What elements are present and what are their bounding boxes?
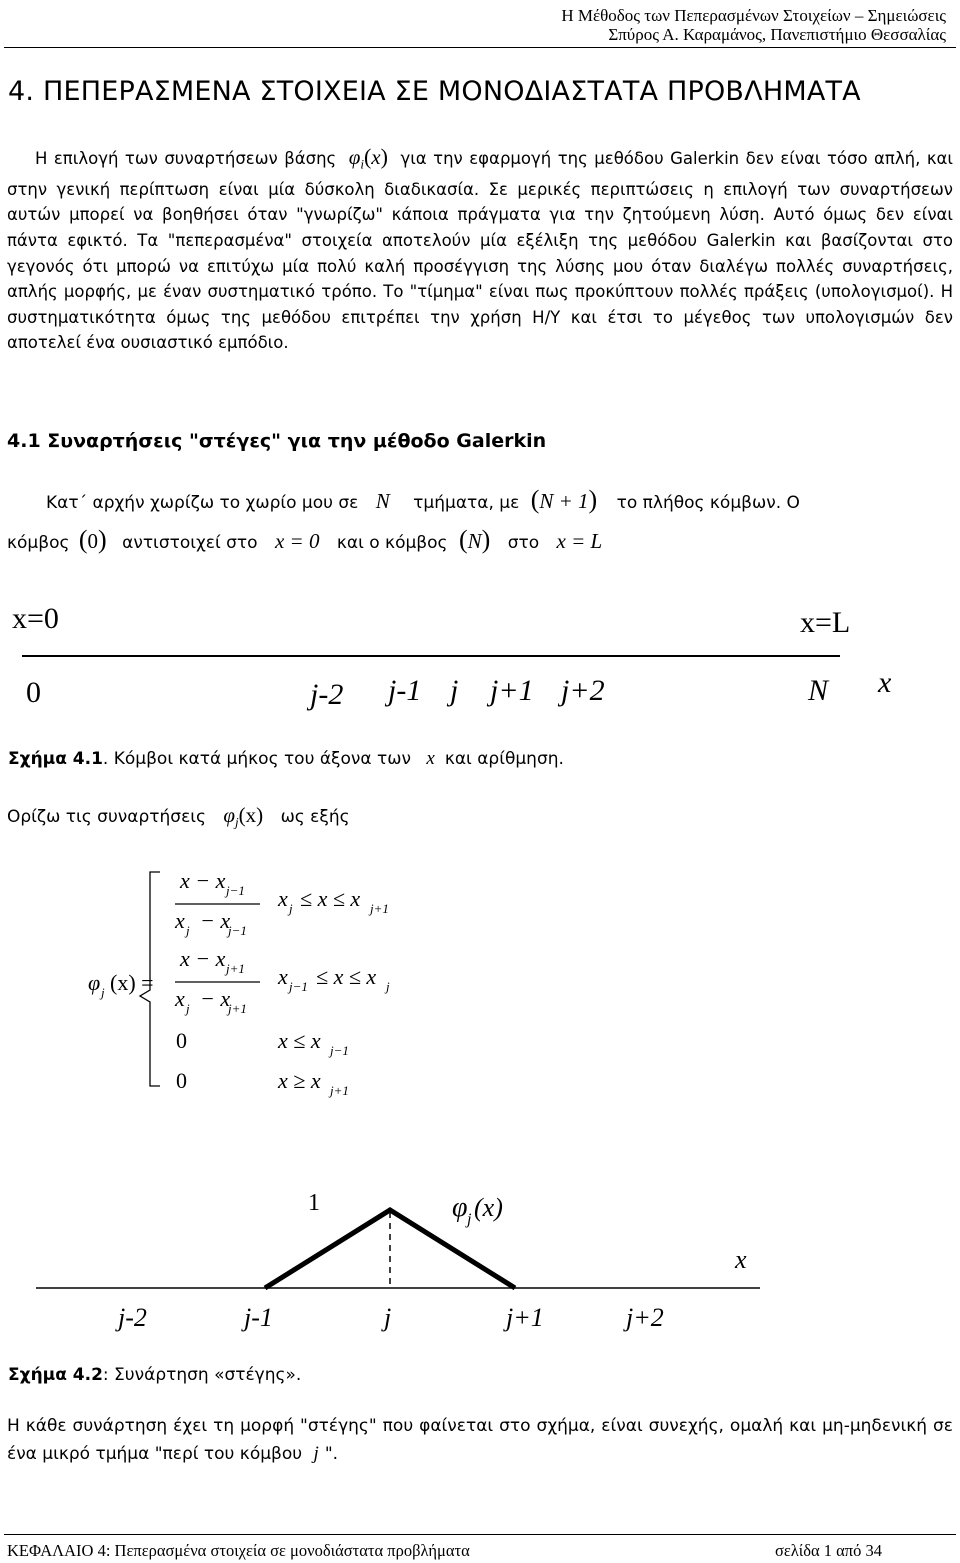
figure-4-2-hat-function bbox=[0, 1180, 960, 1360]
svg-text:j: j bbox=[289, 901, 293, 916]
footer-rule bbox=[4, 1534, 956, 1535]
node-label-0: 0 bbox=[26, 676, 41, 709]
svg-text:− x: − x bbox=[200, 986, 231, 1011]
figure-4-2-caption: Σχήμα 4.2: Συνάρτηση «στέγης». bbox=[8, 1365, 302, 1385]
footer-chapter: ΚΕΦΑΛΑΙΟ 4: Πεπερασμένα στοιχεία σε μονοδιάστατα προβλήματα bbox=[7, 1541, 470, 1560]
svg-text:x ≥ x: x ≥ x bbox=[278, 1068, 321, 1093]
hat-function-equation bbox=[0, 850, 960, 1110]
svg-text:j+1: j+1 bbox=[330, 1083, 349, 1098]
basis-function-symbol: $\varphi_i(x)$ bbox=[348, 144, 388, 172]
x-axis-label: x bbox=[735, 1245, 747, 1274]
figure-4-1-caption: Σχήμα 4.1. Κόμβοι κατά μήκος του άξονα των x και αρίθμηση. bbox=[8, 748, 564, 769]
running-header-author: Σπύρος Α. Καραμάνος, Πανεπιστήμιο Θεσσαλίας bbox=[608, 25, 946, 44]
nodes-paragraph-line1: Κατ΄ αρχήν χωρίζω το χωρίο μου σε N τμήματα, με (N + 1) το πλήθος κόμβων. Ο bbox=[46, 485, 800, 514]
closing-paragraph: Η κάθε συνάρτηση έχει τη μορφή "στέγης" που φαίνεται στο σχήμα, είναι συνεχής, ομαλή και μη-μηδενική σε ένα μικρό τμήμα "περί του κόμβου j ". bbox=[7, 1416, 953, 1464]
header-rule bbox=[4, 47, 956, 48]
svg-text:(x) =: (x) = bbox=[110, 970, 154, 995]
tick-label-j-1: j-1 bbox=[244, 1303, 273, 1332]
tick-label-j+2: j+2 bbox=[626, 1303, 664, 1332]
figure-4-1-node-axis bbox=[0, 590, 960, 710]
axis-x-label: x bbox=[878, 666, 892, 699]
nodes-paragraph-line2: κόμβος (0) αντιστοιχεί στο x = 0 και ο κόμβος (N) στο x = L bbox=[7, 525, 603, 554]
node-label-j-1: j-1 bbox=[388, 674, 422, 707]
svg-text:0: 0 bbox=[176, 1028, 187, 1053]
svg-text:x: x bbox=[175, 908, 185, 933]
xL-label: x=L bbox=[800, 606, 851, 639]
svg-text:j+1: j+1 bbox=[228, 1001, 247, 1016]
svg-text:x − x: x − x bbox=[180, 868, 226, 893]
svg-text:≤ x ≤ x: ≤ x ≤ x bbox=[300, 886, 361, 911]
svg-text:j: j bbox=[186, 923, 190, 938]
x0-label: x=0 bbox=[12, 602, 59, 635]
svg-text:j: j bbox=[467, 1211, 472, 1228]
svg-text:0: 0 bbox=[176, 1068, 187, 1093]
svg-text:j: j bbox=[101, 985, 105, 1000]
node-label-j-2: j-2 bbox=[310, 678, 344, 711]
svg-text:≤ x ≤ x: ≤ x ≤ x bbox=[316, 964, 377, 989]
svg-text:j−1: j−1 bbox=[289, 979, 308, 994]
section-title: 4.1 Συναρτήσεις "στέγες" για την μέθοδο Galerkin bbox=[7, 430, 547, 452]
tick-label-j+1: j+1 bbox=[506, 1303, 544, 1332]
svg-text:j+1: j+1 bbox=[370, 901, 389, 916]
svg-text:j−1: j−1 bbox=[330, 1043, 349, 1058]
tick-label-j: j bbox=[384, 1303, 392, 1332]
chapter-title: 4. ΠΕΠΕΡΑΣΜΕΝΑ ΣΤΟΙΧΕΙΑ ΣΕ ΜΟΝΟΔΙΑΣΤΑΤΑ ΠΡΟΒΛΗΜΑΤΑ bbox=[8, 76, 861, 107]
define-functions-line: Ορίζω τις συναρτήσεις $\varphi_j(x)$ ως εξής bbox=[7, 803, 350, 830]
peak-value-label: 1 bbox=[308, 1190, 320, 1216]
node-label-N: N bbox=[808, 674, 829, 707]
svg-text:j−1: j−1 bbox=[226, 883, 245, 898]
svg-text:j+1: j+1 bbox=[226, 961, 245, 976]
svg-text:φ: φ bbox=[88, 970, 101, 995]
node-label-j+1: j+1 bbox=[490, 674, 534, 707]
svg-text:x: x bbox=[278, 964, 288, 989]
node-label-j+2: j+2 bbox=[561, 674, 605, 707]
svg-text:x ≤ x: x ≤ x bbox=[278, 1028, 321, 1053]
svg-text:(x): (x) bbox=[474, 1193, 503, 1222]
svg-text:j−1: j−1 bbox=[228, 923, 247, 938]
svg-text:x: x bbox=[278, 886, 288, 911]
svg-text:j: j bbox=[186, 1001, 190, 1016]
svg-text:j: j bbox=[386, 979, 390, 994]
tick-label-j-2: j-2 bbox=[118, 1303, 147, 1332]
phi-j-label: φ bbox=[452, 1192, 468, 1223]
svg-text:x − x: x − x bbox=[180, 946, 226, 971]
intro-paragraph: Η επιλογή των συναρτήσεων βάσης $\varphi_i(x)$ για την εφαρμογή της μεθόδου Galerkin δεν είναι τόσο απλή, και στην γενική περίπτωση είναι μία δύσκολη διαδικασία. Σε μερικές περιπτώσεις η επιλογή των συναρτήσεων αυτών μπορεί να βοηθήσει όταν "γνωρίζω" κάποια πράγματα για την ζητούμενη λύση. Αυτό όμως δεν είναι πάντα εφικτό. Τα "πεπερασμένα" στοιχεία αποτελούν μία εξέλιξη της μεθόδου Galerkin και βασίζονται στο γεγονός ότι μπορώ να επιτύχω μία πολύ καλή προσέγγιση της λύσης μου όταν διαλέγω πολλές συναρτήσεις, απλής μορφής, με έναν συστηματικό τρόπο. Το "τίμημα" είναι πως προκύπτουν πολλές πράξεις (υπολογισμοί). Η συστηματικότητα όμως της μεθόδου επιτρέπει την χρήση Η/Υ και έτσι το μέγεθος των υπολογισμών δεν αποτελεί ένα ουσιαστικό εμπόδιο. bbox=[7, 144, 953, 353]
running-header-title: Η Μέθοδος των Πεπερασμένων Στοιχείων – Σημειώσεις bbox=[561, 6, 946, 25]
node-label-j: j bbox=[450, 674, 459, 707]
footer-page-number: σελίδα 1 από 34 bbox=[774, 1541, 882, 1560]
svg-text:− x: − x bbox=[200, 908, 231, 933]
svg-text:x: x bbox=[175, 986, 185, 1011]
